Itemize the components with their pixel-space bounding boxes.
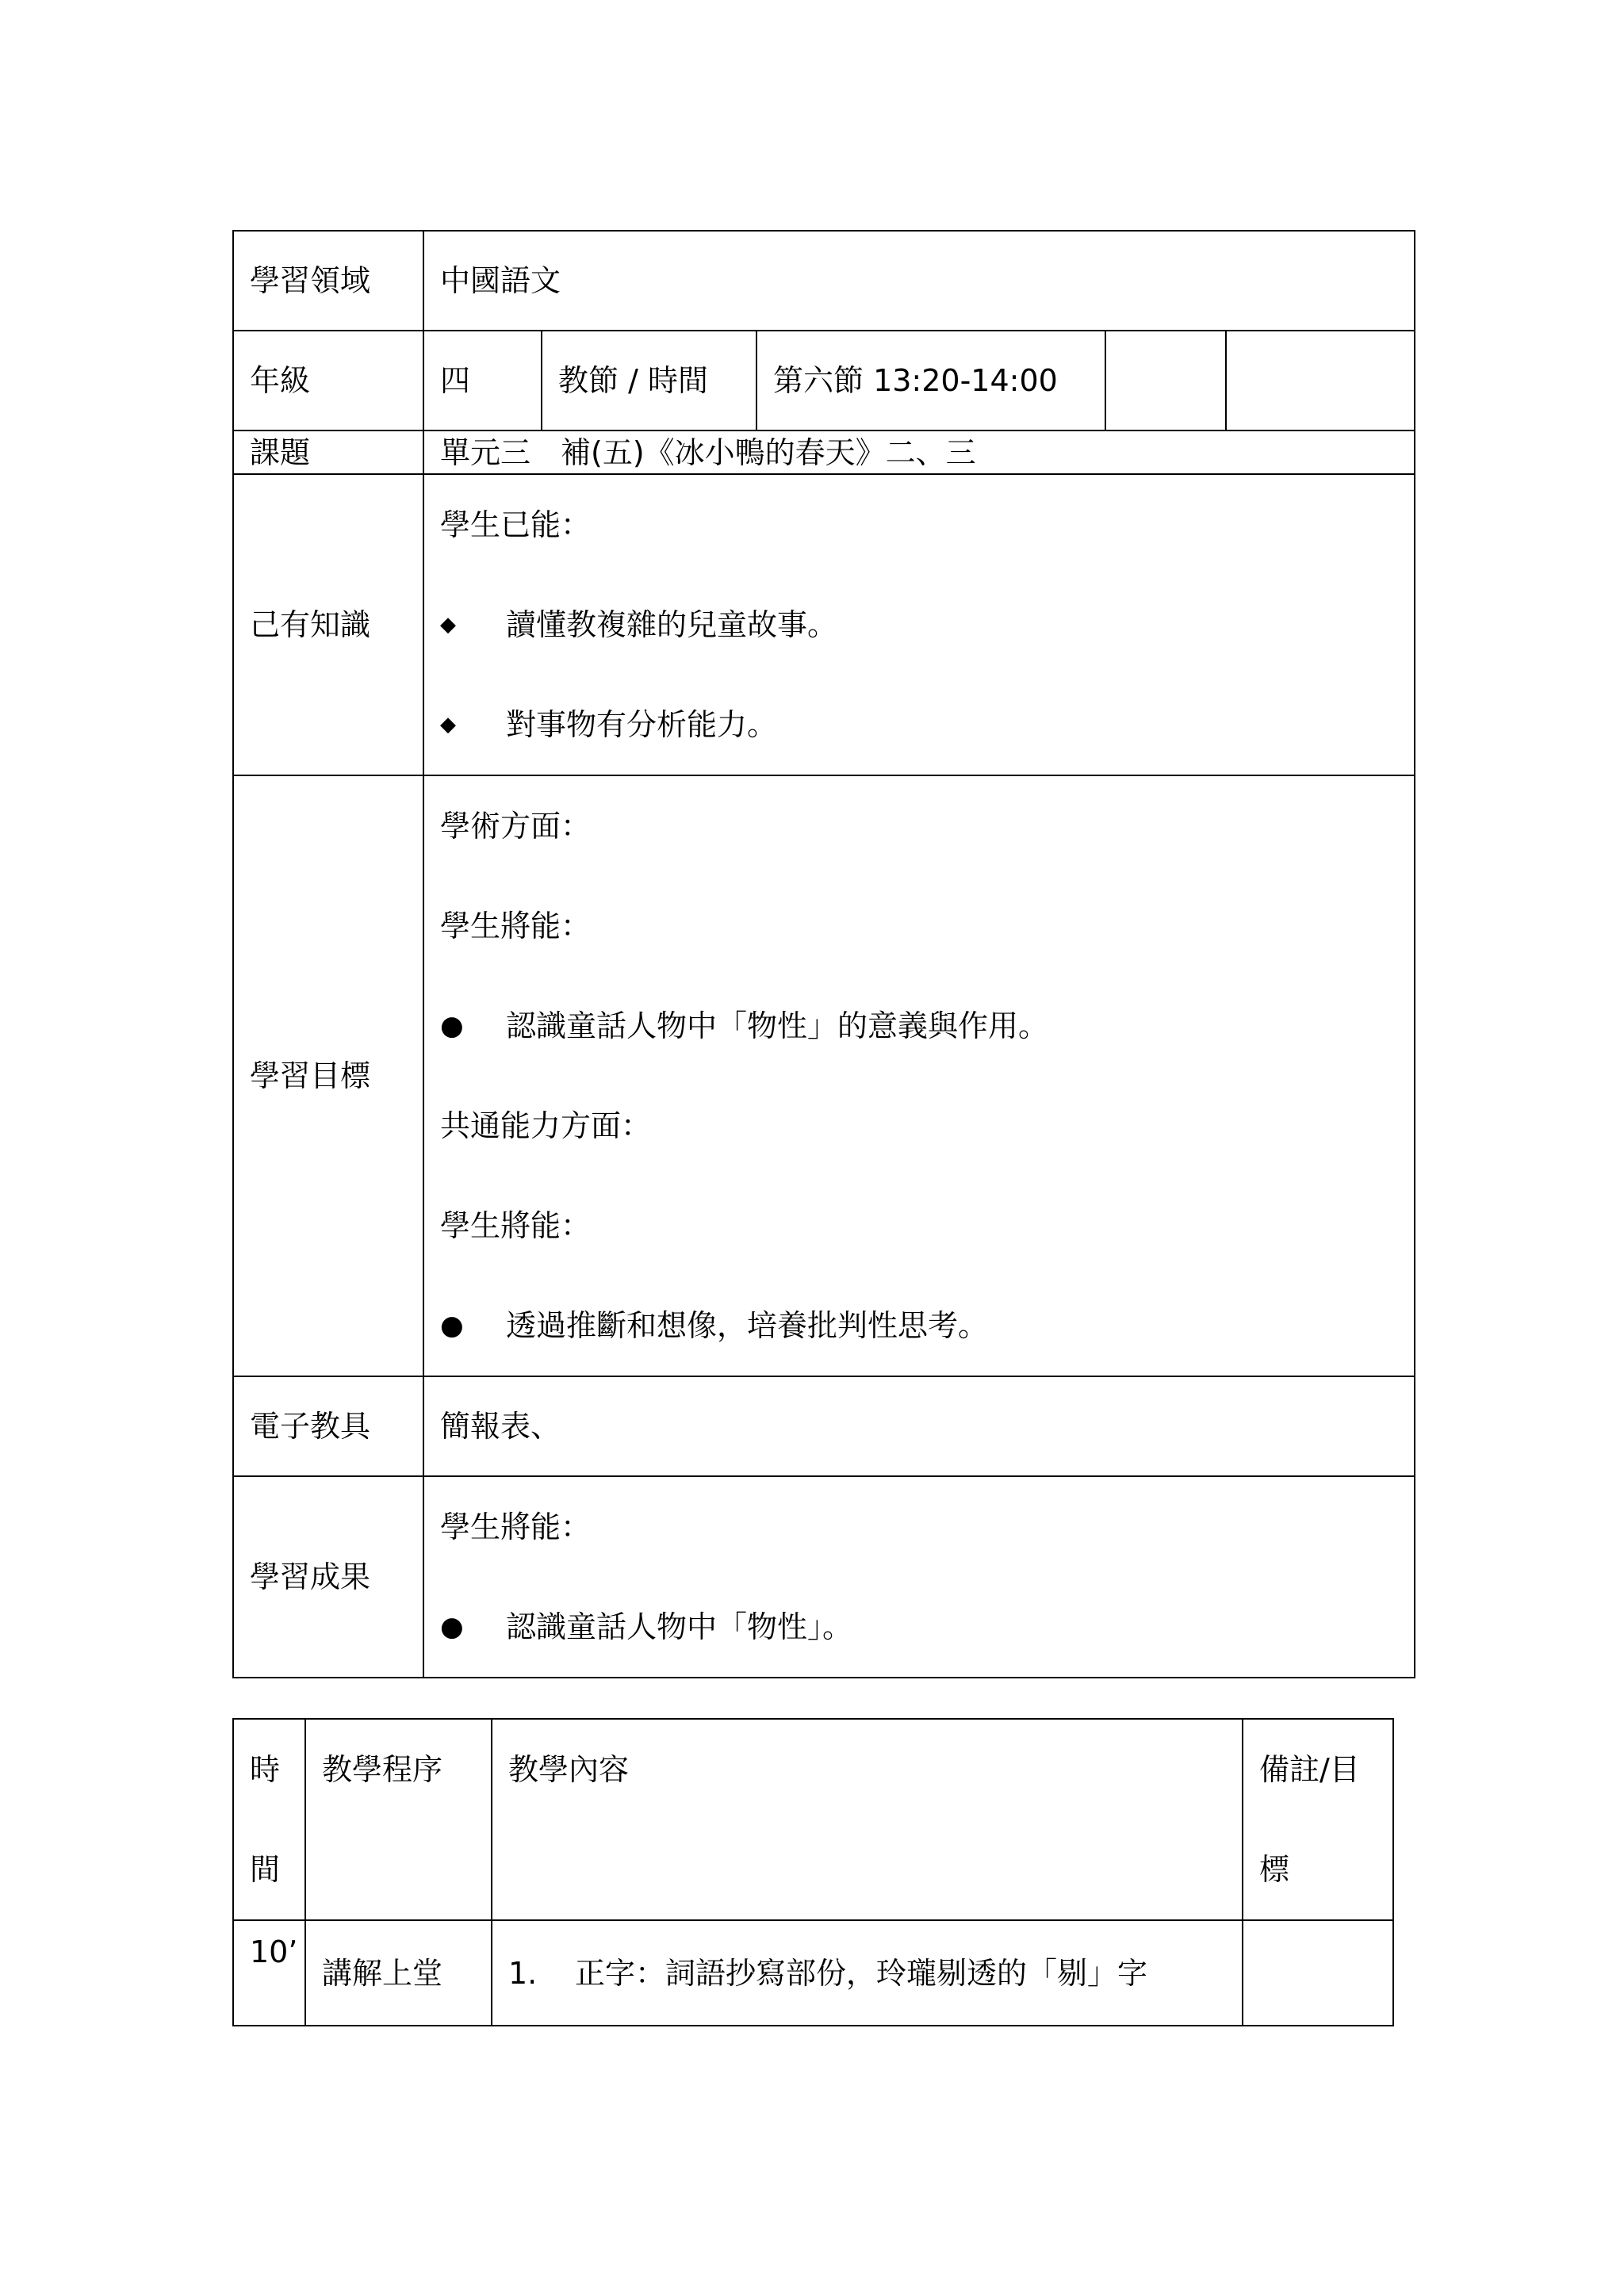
topic-value: 單元三 補(五)《冰小鴨的春天》二、三	[423, 430, 1415, 474]
content-header	[492, 1719, 1243, 1920]
row-e-tools	[233, 1376, 1415, 1476]
period-label: 教節 / 時間	[542, 331, 756, 430]
row-note	[1243, 1920, 1393, 2026]
row-learning-domain	[233, 231, 1415, 331]
period-value: 第六節 13:20-14:00	[756, 331, 1105, 430]
list-item	[440, 976, 1414, 1076]
learning-outcome-label: 學習成果	[233, 1476, 423, 1678]
diamond-bullet-icon: ◆	[440, 713, 456, 737]
goals-academic-heading: 學術方面：	[440, 809, 592, 844]
topic-label: 課題	[233, 430, 423, 474]
prior-intro: 學生已能：	[440, 507, 592, 542]
round-bullet-icon: ●	[440, 1310, 464, 1341]
learning-goals-label: 學習目標	[233, 775, 423, 1376]
learning-outcome-content	[423, 1476, 1415, 1678]
list-item-text: 透過推斷和想像，培養批判性思考。	[506, 1308, 989, 1343]
prior-knowledge-content	[423, 474, 1415, 775]
list-item	[440, 675, 1414, 775]
list-item	[440, 1276, 1414, 1376]
row-step: 講解上堂	[305, 1920, 492, 2026]
step-header-text: 教學程序	[322, 1752, 443, 1787]
lesson-info-table	[232, 230, 1415, 1678]
time-header-line-1: 時	[250, 1752, 281, 1787]
diamond-bullet-icon: ◆	[440, 613, 456, 637]
goals-generic-heading: 共通能力方面：	[440, 1108, 652, 1143]
empty-cell-1	[1105, 331, 1226, 430]
empty-cell-2	[1226, 331, 1415, 430]
row-content	[492, 1920, 1243, 2026]
list-item-text: 對事物有分析能力。	[506, 707, 778, 742]
list-item-text: 讀懂教複雜的兒童故事。	[506, 607, 838, 642]
row-number: 1.	[508, 1955, 538, 1991]
learning-goals-content	[423, 775, 1415, 1376]
list-item	[440, 575, 1414, 675]
round-bullet-icon: ●	[440, 1010, 464, 1042]
note-header	[1243, 1719, 1393, 1920]
row-topic	[233, 430, 1415, 474]
row-prior-knowledge	[233, 474, 1415, 775]
row-learning-goals	[233, 775, 1415, 1376]
grade-value: 四	[423, 331, 542, 430]
outcome-intro: 學生將能：	[440, 1510, 592, 1544]
time-header	[233, 1719, 305, 1920]
prior-knowledge-label: 己有知識	[233, 474, 423, 775]
content-header-text: 教學內容	[508, 1752, 630, 1787]
round-bullet-icon: ●	[440, 1611, 464, 1643]
goals-will-2: 學生將能：	[440, 1208, 592, 1243]
list-item-text: 認識童話人物中「物性」。	[506, 1609, 853, 1644]
note-header-line-2: 標	[1259, 1852, 1290, 1887]
teaching-procedure-table	[232, 1718, 1394, 2026]
row-learning-outcome	[233, 1476, 1415, 1678]
row-grade	[233, 331, 1415, 430]
time-header-line-2: 間	[250, 1852, 281, 1887]
row-time: 10’	[233, 1920, 305, 2026]
e-tools-label: 電子教具	[233, 1376, 423, 1476]
note-header-line-1: 備註/目	[1259, 1752, 1360, 1787]
table-row	[233, 1920, 1393, 2026]
learning-domain-value: 中國語文	[423, 231, 1415, 331]
learning-domain-label: 學習領域	[233, 231, 423, 331]
goals-will-1: 學生將能：	[440, 909, 592, 943]
row-content-text: 正字：詞語抄寫部份，玲瓏剔透的「剔」字	[575, 1955, 1148, 1991]
e-tools-value: 簡報表、	[423, 1376, 1415, 1476]
step-header	[305, 1719, 492, 1920]
list-item-text: 認識童話人物中「物性」的意義與作用。	[506, 1008, 1049, 1043]
procedure-header-row	[233, 1719, 1393, 1920]
list-item	[440, 1577, 1414, 1677]
grade-label: 年級	[233, 331, 423, 430]
